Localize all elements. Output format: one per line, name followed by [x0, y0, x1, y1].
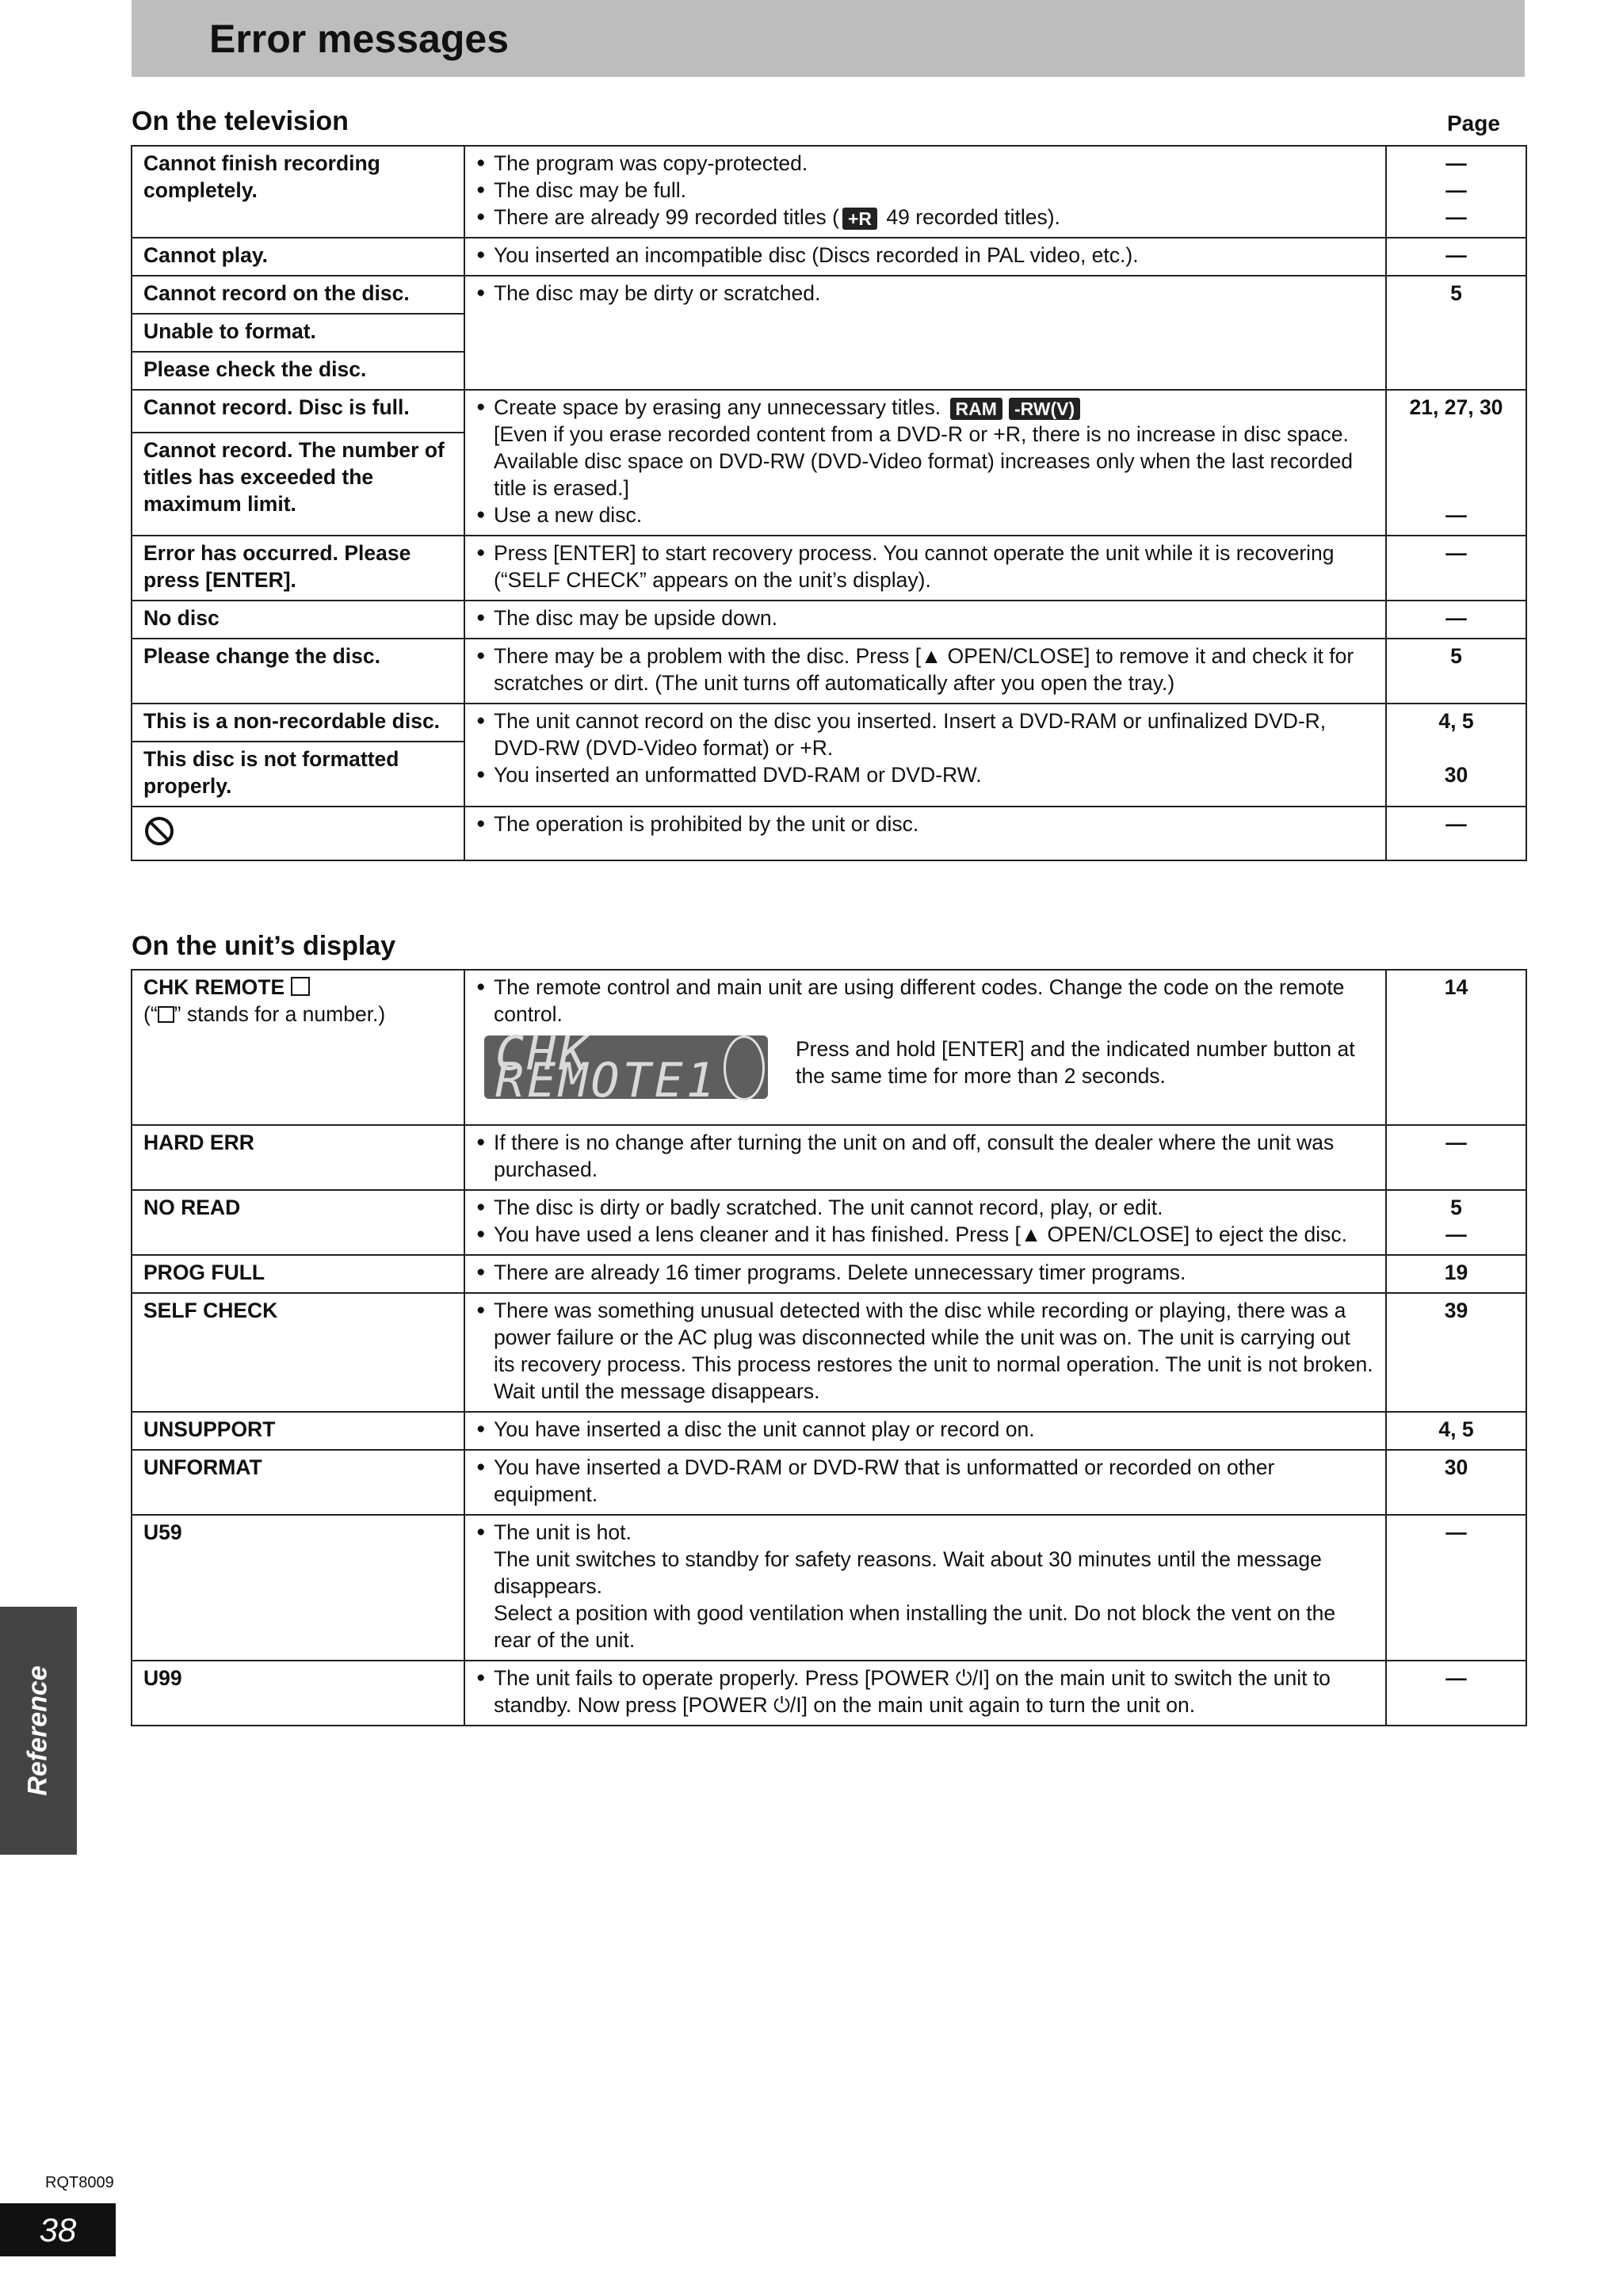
- error-message: PROG FULL: [132, 1255, 464, 1293]
- table-row: [132, 601, 1526, 639]
- table-row: [132, 1293, 1526, 1412]
- cause-bullet: ● You have inserted a disc the unit cannot play or record on.: [476, 1416, 1376, 1443]
- page-ref: [1386, 704, 1526, 807]
- error-cause: [464, 1450, 1386, 1515]
- cause-bullet: ● The disc may be dirty or scratched.: [476, 280, 1376, 307]
- page-ref-value: 30: [1444, 763, 1468, 787]
- cause-text: Create space by erasing any unnecessary titles.: [494, 395, 941, 419]
- error-cause: [464, 1515, 1386, 1661]
- error-cause: [464, 390, 1386, 536]
- page-ref: —: [1386, 1125, 1526, 1190]
- reference-side-tab: [0, 1607, 77, 1855]
- cause-bullet: ● The unit cannot record on the disc you inserted. Insert a DVD-RAM or unfinalized DVD-R, DVD-RW (DVD-Video format) or +R.: [476, 707, 1376, 761]
- error-message: Unable to format.: [132, 314, 464, 352]
- table-row: [132, 276, 1526, 314]
- tv-section-heading: On the television: [132, 106, 349, 136]
- page-ref: 19: [1386, 1255, 1526, 1293]
- rw-v-tag: -RW(V): [1009, 398, 1080, 420]
- page-title: Error messages: [209, 16, 510, 61]
- table-row: [132, 639, 1526, 704]
- cause-bullet: ● There may be a problem with the disc. Press [▲ OPEN/CLOSE] to remove it and check it for scratches or dirt. (The unit turns off automatically after you open the tray.): [476, 643, 1376, 696]
- page-column-label: Page: [1447, 111, 1500, 135]
- error-cause: [464, 146, 1386, 238]
- error-message: [132, 807, 464, 860]
- unit-error-table: [131, 969, 1527, 1726]
- page-ref: —: [1386, 1661, 1526, 1726]
- cause-bullet: [476, 394, 1376, 421]
- page-ref-value: —: [1445, 178, 1467, 202]
- error-message: [132, 970, 464, 1125]
- table-row: [132, 1255, 1526, 1293]
- cause-bullet: ● You have inserted a DVD-RAM or DVD-RW that is unformatted or recorded on other equipment.: [476, 1454, 1376, 1508]
- table-row: [132, 1450, 1526, 1515]
- error-sub-text: ” stands for a number.): [174, 1002, 386, 1026]
- error-message: Please change the disc.: [132, 639, 464, 704]
- error-message: Cannot finish recording completely.: [132, 146, 464, 238]
- error-message: Cannot record on the disc.: [132, 276, 464, 314]
- highlight-circle: [724, 1035, 765, 1100]
- title-bar: [132, 0, 1525, 77]
- lcd-text: CHK REMOTE1: [495, 1026, 718, 1108]
- cause-bullet: ● If there is no change after turning the unit on and off, consult the dealer where the unit was purchased.: [476, 1129, 1376, 1183]
- cause-bullet: ● The disc is dirty or badly scratched. The unit cannot record, play, or edit.: [476, 1194, 1376, 1221]
- error-cause: [464, 1412, 1386, 1450]
- error-cause: [464, 807, 1386, 860]
- error-message: No disc: [132, 601, 464, 639]
- cause-bullet: ● The operation is prohibited by the unit or disc.: [476, 810, 1376, 837]
- table-row: [132, 970, 1526, 1125]
- error-cause: [464, 1661, 1386, 1726]
- table-row: [132, 704, 1526, 742]
- error-message: U99: [132, 1661, 464, 1726]
- error-cause: [464, 1255, 1386, 1293]
- page-ref: 4, 5: [1386, 1412, 1526, 1450]
- cause-bullet: ● You inserted an incompatible disc (Discs recorded in PAL video, etc.).: [476, 242, 1376, 269]
- table-row: [132, 390, 1526, 433]
- cause-note: [Even if you erase recorded content from a DVD-R or +R, there is no increase in disc space. Available disc space on DVD-RW (DVD-Video format) increases only when the last recorded title is erased.]: [494, 422, 1354, 500]
- error-message: Please check the disc.: [132, 352, 464, 390]
- cause-note: Select a position with good ventilation when installing the unit. Do not block the vent on the rear of the unit.: [494, 1601, 1336, 1652]
- error-message: NO READ: [132, 1190, 464, 1255]
- table-row: [132, 1125, 1526, 1190]
- document-code: RQT8009: [45, 2174, 114, 2191]
- cause-text: 49 recorded titles).: [880, 205, 1060, 229]
- error-message: UNFORMAT: [132, 1450, 464, 1515]
- lcd-display: [484, 1026, 768, 1108]
- page-ref-value: —: [1445, 205, 1467, 229]
- error-cause: [464, 639, 1386, 704]
- ram-tag: RAM: [950, 398, 1002, 420]
- cause-bullet: ● The unit is hot.: [476, 1519, 1376, 1546]
- remote-code-illustration: [476, 1026, 1376, 1108]
- error-message: Cannot record. The number of titles has exceeded the maximum limit.: [132, 433, 464, 536]
- page-ref: 39: [1386, 1293, 1526, 1412]
- table-row: [132, 1190, 1526, 1255]
- page-ref-value: 21, 27, 30: [1409, 395, 1503, 419]
- error-message: This is a non-recordable disc.: [132, 704, 464, 742]
- page-ref: [1386, 390, 1526, 536]
- cause-bullet: ● The disc may be full.: [476, 177, 1376, 204]
- error-message: SELF CHECK: [132, 1293, 464, 1412]
- table-row: [132, 1412, 1526, 1450]
- number-box-icon: [291, 977, 310, 996]
- page-ref: —: [1386, 536, 1526, 601]
- error-cause: [464, 276, 1386, 390]
- cause-bullet: ● The program was copy-protected.: [476, 150, 1376, 177]
- cause-text: There are already 99 recorded titles (: [494, 205, 839, 229]
- page-ref-value: —: [1445, 151, 1467, 175]
- table-row: [132, 1515, 1526, 1661]
- page-ref: 5: [1386, 276, 1526, 390]
- page-ref-value: —: [1445, 1222, 1467, 1246]
- cause-bullet: ● Press [ENTER] to start recovery process. You cannot operate the unit while it is recovering (“SELF CHECK” appears on the unit’s display).: [476, 540, 1376, 593]
- table-row: [132, 1661, 1526, 1726]
- instruction-note: Press and hold [ENTER] and the indicated number button at the same time for more than 2 seconds.: [796, 1037, 1355, 1088]
- page-ref-value: 4, 5: [1438, 709, 1474, 733]
- error-cause: [464, 601, 1386, 639]
- error-cause: [464, 238, 1386, 276]
- error-message: Cannot record. Disc is full.: [132, 390, 464, 433]
- number-box-icon: [158, 1006, 174, 1023]
- error-message: U59: [132, 1515, 464, 1661]
- cause-note: The unit switches to standby for safety reasons. Wait about 30 minutes until the message disappears.: [494, 1547, 1322, 1598]
- error-cause: [464, 1293, 1386, 1412]
- prohibited-icon: [143, 815, 175, 847]
- page-ref: —: [1386, 238, 1526, 276]
- side-tab-label: Reference: [23, 1665, 54, 1796]
- page-ref: [1386, 146, 1526, 238]
- cause-bullet: ● There are already 16 timer programs. Delete unnecessary timer programs.: [476, 1259, 1376, 1286]
- tv-error-table: [131, 145, 1527, 861]
- table-row: [132, 536, 1526, 601]
- error-message: Cannot play.: [132, 238, 464, 276]
- error-cause: [464, 536, 1386, 601]
- cause-bullet: ● There was something unusual detected with the disc while recording or playing, there was a power failure or the AC plug was disconnected while the unit was on. The unit is carrying out its recovery process. This process restores the unit to normal operation. The unit is not broken. Wait until the message disappears.: [476, 1297, 1376, 1405]
- page-ref-value: 5: [1450, 1196, 1462, 1219]
- cause-bullet: ● Use a new disc.: [476, 502, 1376, 528]
- table-row: [132, 146, 1526, 238]
- page-ref: —: [1386, 601, 1526, 639]
- cause-bullet: ● The disc may be upside down.: [476, 605, 1376, 631]
- page-ref: 5: [1386, 639, 1526, 704]
- table-row: [132, 238, 1526, 276]
- error-cause: [464, 704, 1386, 807]
- unit-section-heading: On the unit’s display: [132, 931, 396, 961]
- disc-tag: +R: [842, 208, 877, 230]
- error-message: HARD ERR: [132, 1125, 464, 1190]
- error-cause: [464, 1190, 1386, 1255]
- cause-bullet: ● You have used a lens cleaner and it has finished. Press [▲ OPEN/CLOSE] to eject the disc.: [476, 1221, 1376, 1248]
- cause-bullet: ● The unit fails to operate properly. Press [POWER ⏻/I] on the main unit to switch the unit to standby. Now press [POWER ⏻/I] on the main unit again to turn the unit on.: [476, 1665, 1376, 1718]
- table-row: [132, 807, 1526, 860]
- error-message: UNSUPPORT: [132, 1412, 464, 1450]
- error-message: Error has occurred. Please press [ENTER].: [132, 536, 464, 601]
- page-ref: —: [1386, 807, 1526, 860]
- page-ref: 30: [1386, 1450, 1526, 1515]
- error-cause: [464, 1125, 1386, 1190]
- error-message-text: CHK REMOTE: [143, 975, 285, 999]
- error-message: This disc is not formatted properly.: [132, 742, 464, 807]
- page-ref-value: —: [1445, 503, 1467, 527]
- page-ref: —: [1386, 1515, 1526, 1661]
- page-number: 38: [0, 2203, 116, 2256]
- error-sub-text: (“: [143, 1002, 158, 1026]
- page-ref: [1386, 1190, 1526, 1255]
- error-cause: [464, 970, 1386, 1125]
- cause-bullet: ● The remote control and main unit are using different codes. Change the code on the remote control.: [476, 974, 1376, 1028]
- cause-bullet: [476, 204, 1376, 231]
- cause-bullet: ● You inserted an unformatted DVD-RAM or DVD-RW.: [476, 761, 1376, 788]
- page-ref: 14: [1386, 970, 1526, 1125]
